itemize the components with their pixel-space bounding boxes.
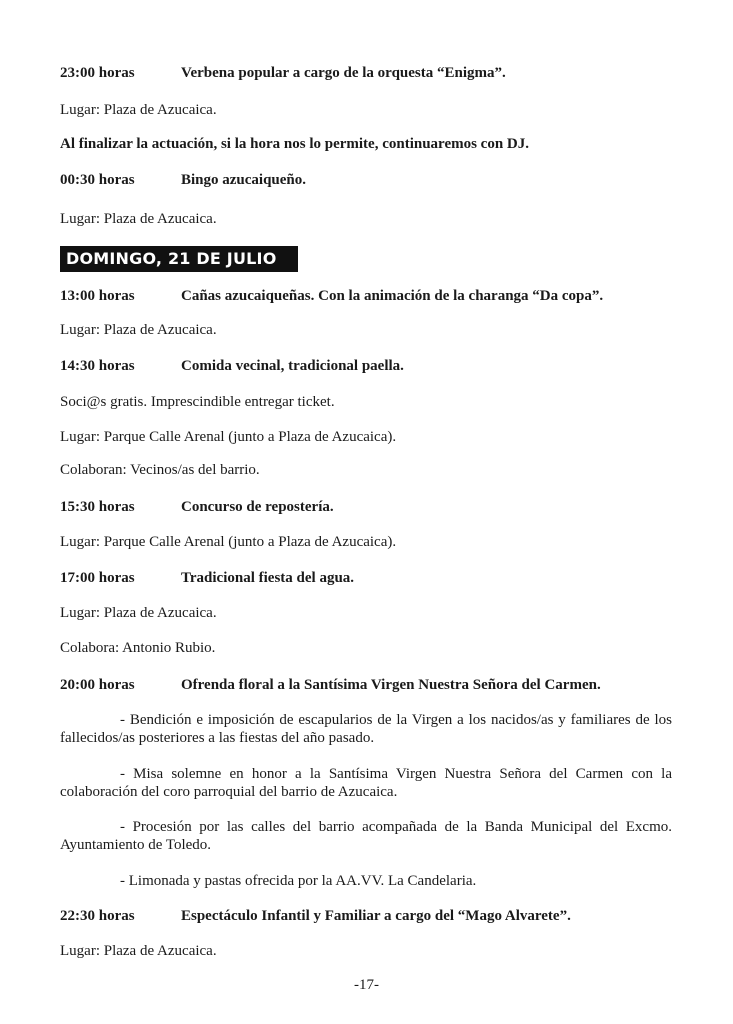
event-time: 15:30 horas (60, 499, 135, 515)
event-15-30 (60, 498, 334, 516)
event-collaborators: Colabora: Antonio Rubio. (60, 640, 216, 656)
event-note: Soci@s gratis. Imprescindible entregar ticket. (60, 394, 335, 410)
event-20-00 (60, 676, 601, 694)
event-time: 17:00 horas (60, 570, 135, 586)
event-00-30 (60, 171, 306, 189)
event-title: Verbena popular a cargo de la orquesta “Enigma”. (181, 65, 506, 81)
event-13-00 (60, 287, 603, 305)
event-time: 00:30 horas (60, 172, 135, 188)
event-14-30 (60, 357, 404, 375)
event-location: Lugar: Plaza de Azucaica. (60, 322, 217, 338)
event-title: Concurso de repostería. (181, 499, 334, 515)
event-title: Comida vecinal, tradicional paella. (181, 358, 404, 374)
event-time: 20:00 horas (60, 677, 135, 693)
event-time: 22:30 horas (60, 908, 135, 924)
event-location: Lugar: Plaza de Azucaica. (60, 102, 217, 118)
program-item: - Bendición e imposición de escapularios de la Virgen a los nacidos/as y familiares de los fallecidos/as posteriores a las fiestas del año pasado. (60, 712, 672, 746)
event-title: Cañas azucaiqueñas. Con la animación de la charanga “Da copa”. (181, 288, 604, 304)
program-item: - Procesión por las calles del barrio acompañada de la Banda Municipal del Excmo. Ayuntamiento de Toledo. (60, 819, 672, 853)
event-location: Lugar: Plaza de Azucaica. (60, 605, 217, 621)
event-location: Lugar: Plaza de Azucaica. (60, 943, 217, 959)
event-time: 14:30 horas (60, 358, 135, 374)
event-location: Lugar: Plaza de Azucaica. (60, 211, 217, 227)
event-location: Lugar: Parque Calle Arenal (junto a Plaza de Azucaica). (60, 534, 397, 550)
event-location: Lugar: Parque Calle Arenal (junto a Plaza de Azucaica). (60, 429, 397, 445)
event-collaborators: Colaboran: Vecinos/as del barrio. (60, 462, 260, 478)
program-item: - Misa solemne en honor a la Santísima Virgen Nuestra Señora del Carmen con la colaboración del coro parroquial del barrio de Azucaica. (60, 766, 672, 800)
event-title: Bingo azucaiqueño. (181, 172, 307, 188)
event-23-00 (60, 64, 506, 82)
event-note: Al finalizar la actuación, si la hora nos lo permite, continuaremos con DJ. (60, 136, 530, 152)
event-title: Espectáculo Infantil y Familiar a cargo del “Mago Alvarete”. (181, 908, 571, 924)
event-time: 13:00 horas (60, 288, 135, 304)
day-banner: DOMINGO, 21 DE JULIO (60, 246, 298, 272)
event-17-00 (60, 569, 354, 587)
event-22-30 (60, 907, 571, 925)
event-title: Tradicional fiesta del agua. (181, 570, 355, 586)
event-title: Ofrenda floral a la Santísima Virgen Nuestra Señora del Carmen. (181, 677, 601, 693)
event-time: 23:00 horas (60, 65, 135, 81)
page-number: -17- (354, 977, 379, 993)
program-item: - Limonada y pastas ofrecida por la AA.VV. La Candelaria. (120, 873, 477, 889)
